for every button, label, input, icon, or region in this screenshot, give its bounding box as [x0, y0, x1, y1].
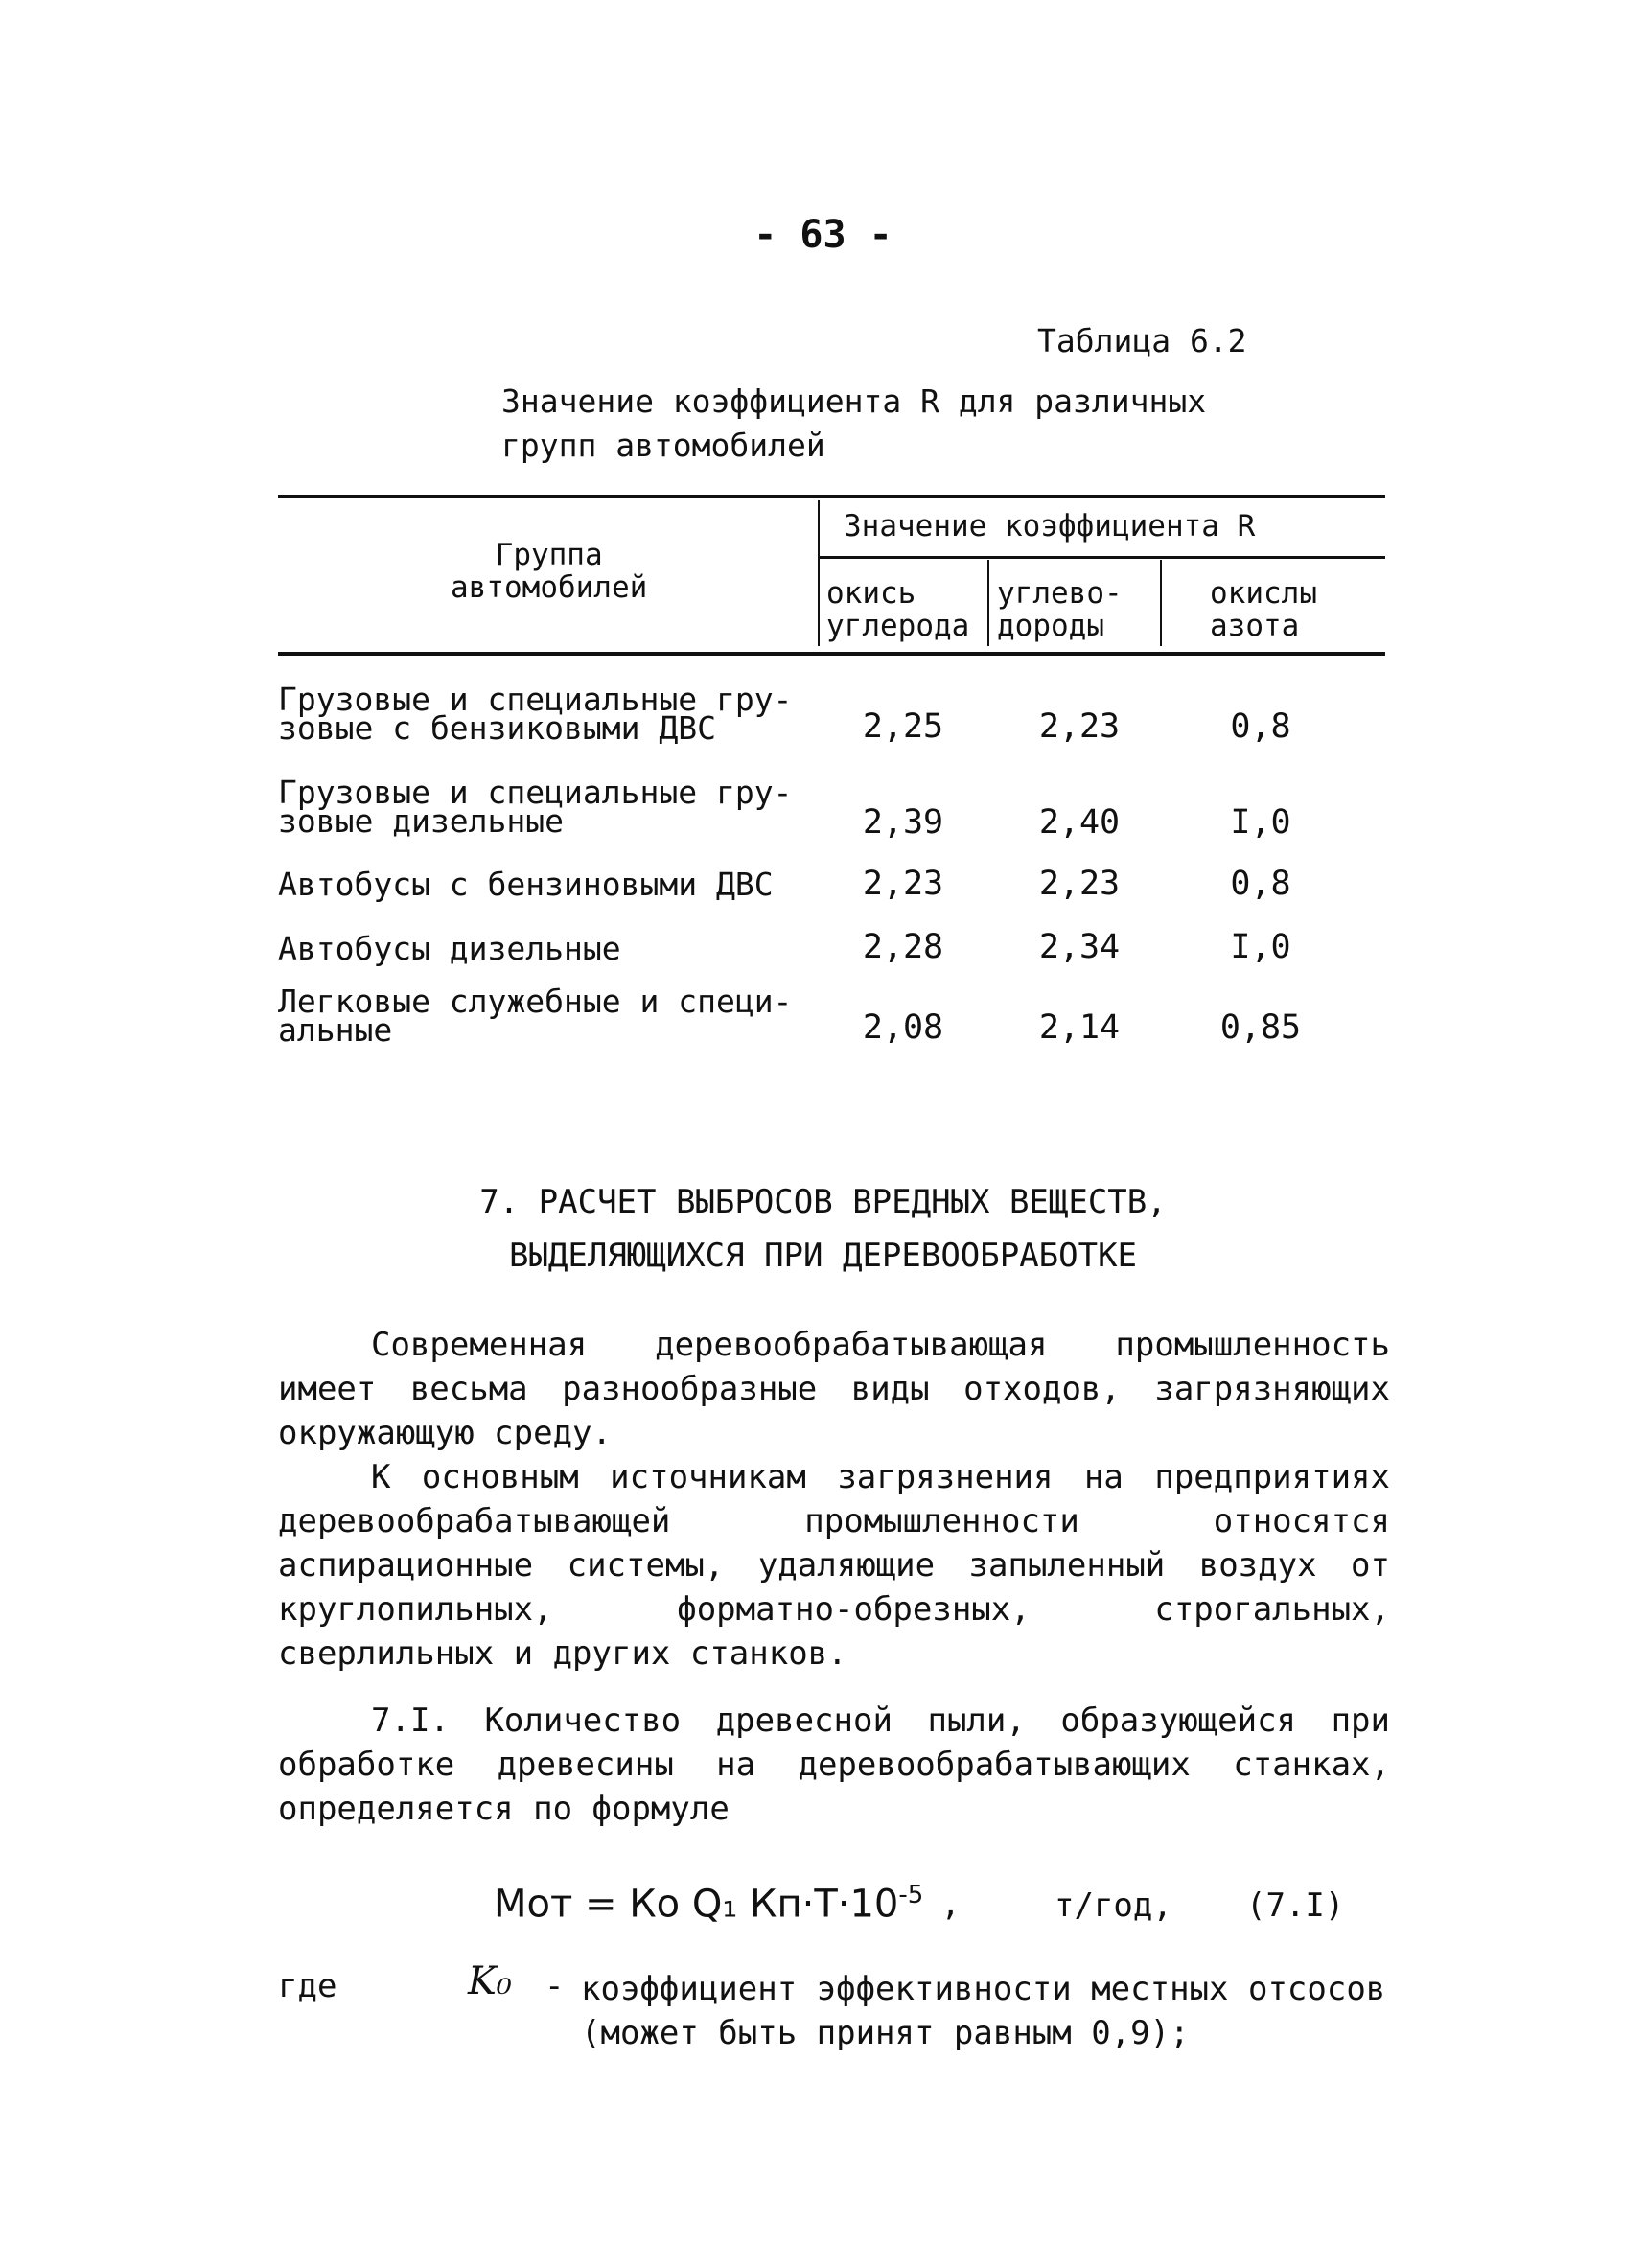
cell-no: I,0 — [1230, 928, 1291, 966]
header-coef-title: Значение коэффициента R — [844, 509, 1256, 544]
cell-co: 2,39 — [862, 803, 944, 842]
cell-ch: 2,23 — [1038, 865, 1121, 903]
page-number: - 63 - — [753, 213, 893, 257]
header-col-no-line2: азота — [1210, 609, 1300, 643]
table-row-name — [278, 774, 793, 840]
row-name-line2: зовые с бензиковыми ДВС — [278, 709, 716, 747]
cell-ch: 2,34 — [1038, 928, 1121, 966]
header-group — [451, 539, 647, 604]
header-bottom-rule — [278, 652, 1385, 656]
row-name-line1: Легковые служебные и специ- — [278, 983, 793, 1020]
section-heading-line2: ВЫДЕЛЯЮЩИХСЯ ПРИ ДЕРЕВООБРАБОТКЕ — [508, 1237, 1138, 1275]
where-symbol: K₀ — [468, 1959, 512, 2003]
header-group-line1: Группа — [495, 538, 603, 572]
header-col-ch-line2: дороды — [997, 609, 1104, 643]
formula-main: Мот = Ко Q₁ Кп·Т·10 — [494, 1882, 899, 1927]
formula-separator: , — [944, 1881, 957, 1925]
cell-co: 2,25 — [862, 707, 944, 746]
table-row-name — [278, 866, 774, 903]
formula-exponent: -5 — [898, 1881, 924, 1909]
header-col-ch — [997, 577, 1123, 642]
cell-ch: 2,23 — [1038, 707, 1121, 746]
header-group-line2: автомобилей — [451, 570, 648, 605]
where-dash: - — [545, 1967, 565, 2005]
header-vertical-rule-1 — [818, 500, 820, 646]
cell-co: 2,23 — [862, 865, 944, 903]
table-caption-line2: групп автомобилей — [501, 427, 825, 464]
header-vertical-rule-2 — [987, 560, 989, 646]
where-word: где — [278, 1967, 337, 2005]
header-vertical-rule-3 — [1160, 560, 1162, 646]
where-definition — [581, 1967, 1385, 2055]
cell-co: 2,08 — [862, 1008, 944, 1047]
section-body — [278, 1323, 1390, 1831]
table-row-name — [278, 930, 621, 967]
formula-expression — [494, 1881, 923, 1926]
header-col-ch-line1: углево- — [997, 576, 1123, 611]
row-name-line1: Автобусы дизельные — [278, 930, 621, 967]
row-name-line2: зовые дизельные — [278, 802, 565, 840]
paragraph-1: Современная деревообрабатывающая промышленность имеет весьма разнообразные виды отходов, загрязняющих окружающую среду. — [278, 1326, 1390, 1452]
row-name-line1: Грузовые и специальные гру- — [278, 681, 793, 718]
table-top-rule — [278, 495, 1385, 498]
table-caption — [501, 380, 1206, 468]
table-label: Таблица 6.2 — [1037, 322, 1247, 359]
header-col-co — [826, 577, 969, 642]
cell-no: I,0 — [1230, 803, 1291, 842]
section-heading — [0, 1175, 1646, 1283]
row-name-line2: альные — [278, 1011, 393, 1049]
cell-co: 2,28 — [862, 928, 944, 966]
cell-no: 0,8 — [1230, 707, 1291, 746]
row-name-line1: Автобусы с бензиновыми ДВС — [278, 866, 774, 903]
header-col-no-line1: окислы — [1210, 576, 1317, 611]
section-heading-line1: 7. РАСЧЕТ ВЫБРОСОВ ВРЕДНЫХ ВЕЩЕСТВ, — [479, 1183, 1167, 1221]
header-sub-rule — [820, 556, 1385, 559]
formula-unit: т/год, — [1055, 1886, 1172, 1925]
table-row-name — [278, 983, 793, 1049]
paragraph-2: К основным источникам загрязнения на предприятиях деревообрабатывающей промышленности относятся аспирационные системы, удаляющие запыленный воздух от круглопильных, форматно-обрезных, строгальных, сверлильных и других станков. — [278, 1458, 1390, 1673]
cell-ch: 2,14 — [1038, 1008, 1121, 1047]
cell-ch: 2,40 — [1038, 803, 1121, 842]
header-col-co-line2: углерода — [826, 609, 970, 643]
paragraph-3: 7.I. Количество древесной пыли, образующейся при обработке древесины на деревообрабатывающих станках, определяется по формуле — [278, 1701, 1390, 1828]
cell-no: 0,85 — [1219, 1008, 1302, 1047]
row-name-line1: Грузовые и специальные гру- — [278, 774, 793, 811]
header-col-no — [1210, 577, 1317, 642]
header-col-co-line1: окись — [826, 576, 916, 611]
formula-number: (7.I) — [1246, 1886, 1345, 1925]
cell-no: 0,8 — [1230, 865, 1291, 903]
table-caption-line1: Значение коэффициента R для различных — [501, 382, 1207, 420]
table-row-name — [278, 681, 793, 747]
where-definition-line2: (может быть принят равным 0,9); — [581, 2014, 1190, 2052]
where-definition-line1: коэффициент эффективности местных отсосов — [581, 1970, 1386, 2008]
